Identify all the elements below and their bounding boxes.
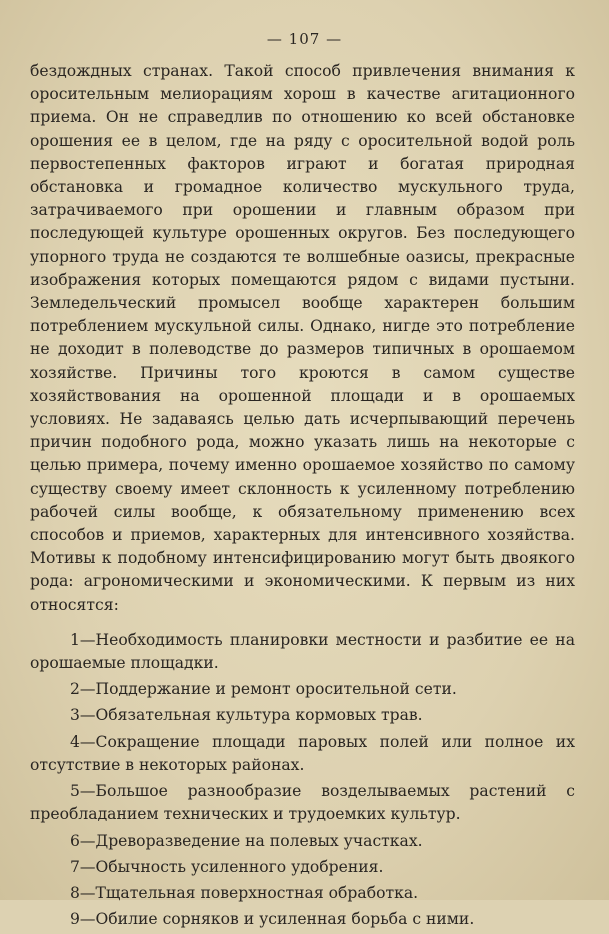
list-item: 3—Обязательная культура кормовых трав. <box>70 706 423 725</box>
factors-list <box>30 629 575 931</box>
list-item: 6—Древоразведение на полевых участках. <box>70 831 423 850</box>
list-item: 8—Тщательная поверхностная обработка. <box>70 883 419 902</box>
list-item: 9—Обилие сорняков и усиленная борьба с ними. <box>70 910 475 929</box>
list-item: 1—Необходимость планировки местности и разбитие ее на орошаемые площадки. <box>30 630 575 673</box>
list-item: 2—Поддержание и ремонт оросительной сети. <box>70 680 457 699</box>
page-body <box>30 60 575 934</box>
list-item: 5—Большое разнообразие возделываемых растений с преобладанием технических и трудоемких культур. <box>30 782 575 824</box>
list-item: 4—Сокращение площади паровых полей или полное их отсутствие в некоторых районах. <box>30 732 575 774</box>
main-paragraph: бездождных странах. Такой способ привлечения внимания к оросительным мелиорациям хорош в качестве агитационного приема. Он не справедлив по отношению ко всей обстановке орошения ее в целом, где на ряду с оросительной водой роль первостепенных факторов играют и богатая природная обстановка и громадное количество мускульного труда, затрачиваемого при орошении и главным образом при последующей культуре орошенных округов. Без последующего упорного труда не создаются те волшебные оазисы, прекрасные изображения которых помещаются рядом с видами пустыни. Земледельческий промысел вообще характерен большим потреблением мускульной силы. Однако, нигде это потребление не доходит в полеводстве до размеров типичных в орошаемом хозяйстве. Причины того кроются в самом существе хозяйствования на орошенной площади и в орошаемых условиях. Не задаваясь целью дать исчерпывающий перечень причин подобного рода, можно указать лишь на некоторые с целью примера, почему именно орошаемое хозяйство по самому существу своему имеет склонность к усиленному потреблению рабочей силы вообще, к обязательному применению всех способов и приемов, характерных для интенсивного хозяйства. Мотивы к подобному интенсифицированию могут быть двоякого рода: агрономическими и экономическими. К первым из них относятся: <box>30 62 575 614</box>
page-number: — 107 — <box>266 30 343 48</box>
list-item: 7—Обычность усиленного удобрения. <box>70 857 384 876</box>
